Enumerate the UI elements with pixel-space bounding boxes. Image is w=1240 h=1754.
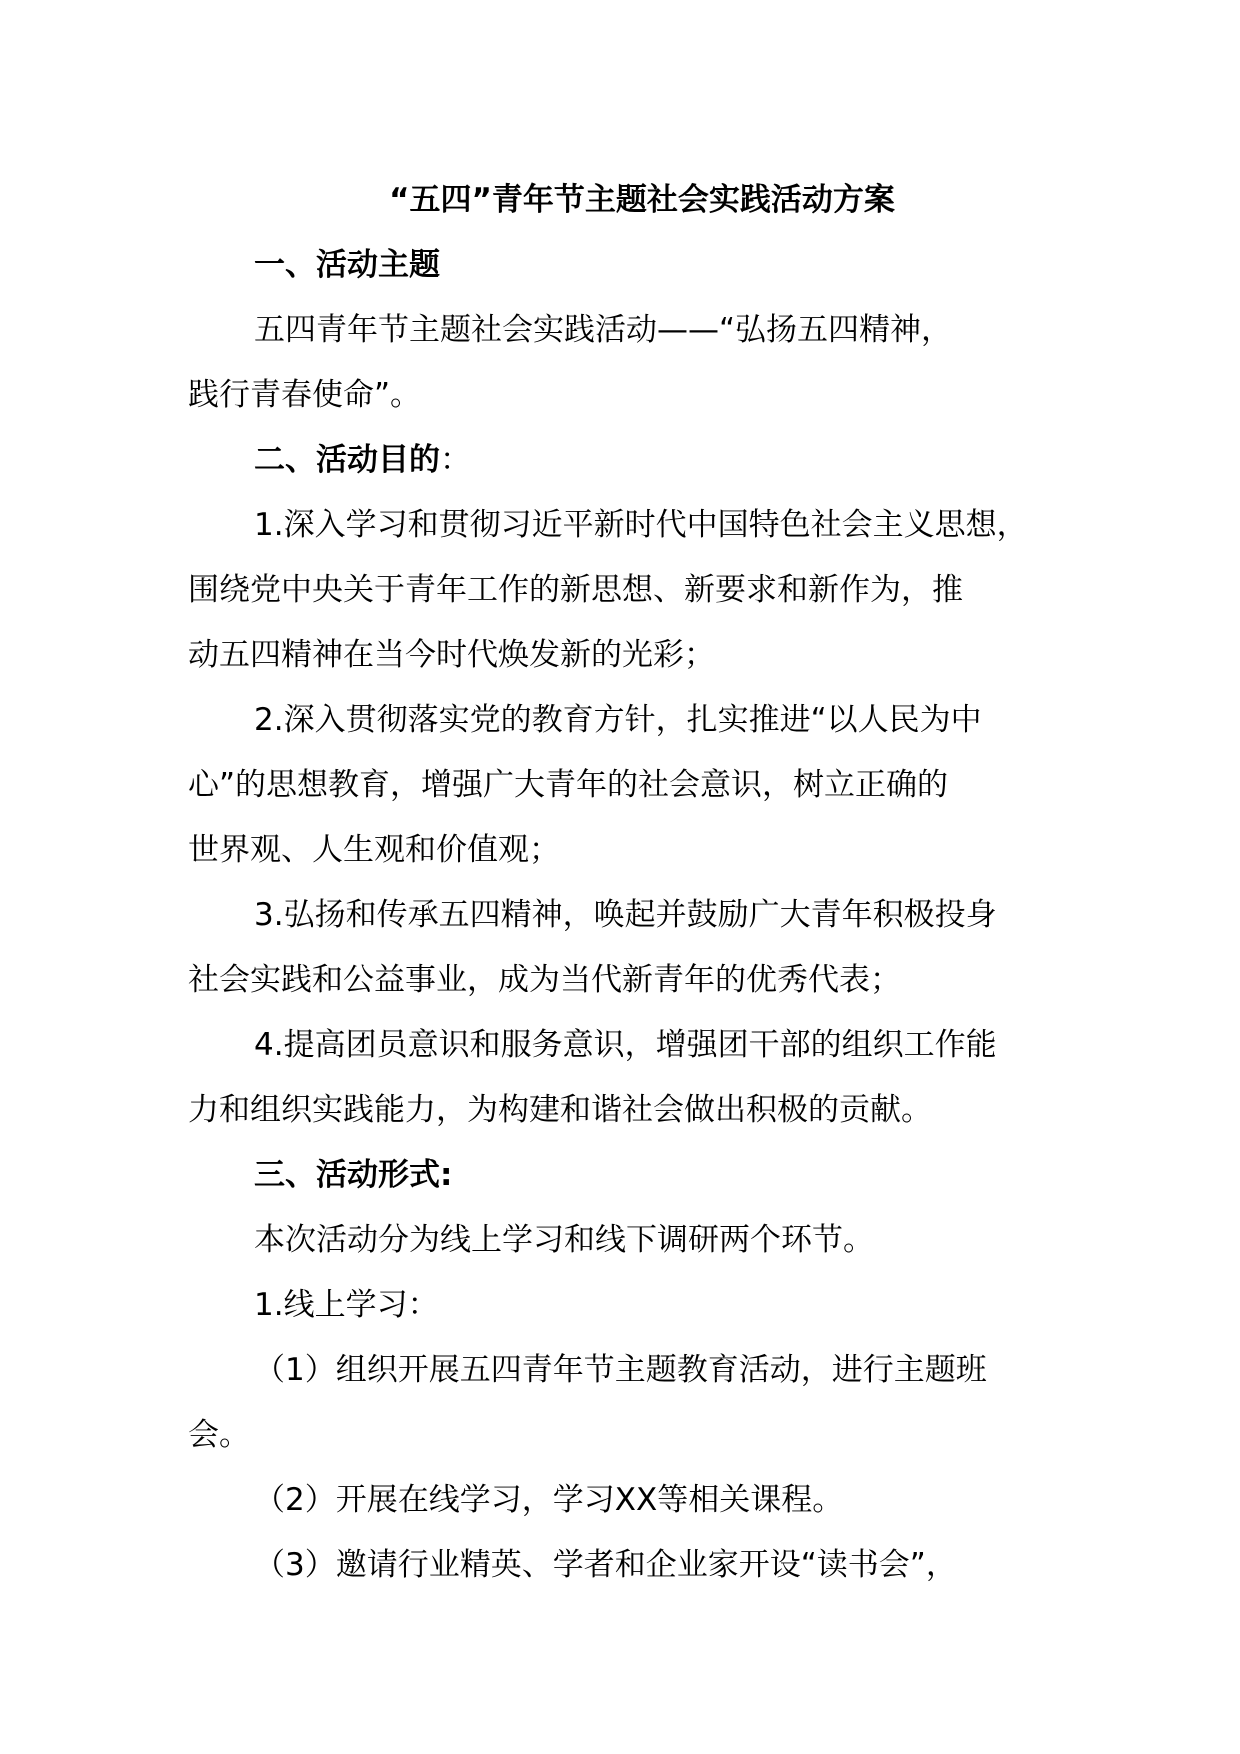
section-heading-theme: 一、活动主题: [254, 247, 440, 283]
text-line: 世界观、人生观和价值观；: [188, 832, 560, 868]
text-line: 2.深入贯彻落实党的教育方针，扎实推进“以人民为中: [254, 702, 982, 738]
text-line: （3）邀请行业精英、学者和企业家开设“读书会”，: [254, 1547, 957, 1583]
text-line: 本次活动分为线上学习和线下调研两个环节。: [254, 1222, 874, 1258]
text-line: （2）开展在线学习，学习XX等相关课程。: [254, 1482, 844, 1518]
text-line: 践行青春使命”。: [188, 377, 422, 413]
paragraph-purpose-4: [188, 1013, 1088, 1143]
text-line: 心”的思想教育，增强广大青年的社会意识，树立正确的: [188, 767, 949, 803]
text-line: 力和组织实践能力，为构建和谐社会做出积极的贡献。: [188, 1092, 932, 1128]
paragraph-online-item-1: [188, 1338, 1088, 1468]
text-line: 3.弘扬和传承五四精神，唤起并鼓励广大青年积极投身: [254, 897, 997, 933]
paragraph-online-learning: [188, 1273, 1088, 1338]
section-heading-format: 三、活动形式:: [254, 1157, 453, 1193]
text-line: 4.提高团员意识和服务意识，增强团干部的组织工作能: [254, 1027, 997, 1063]
paragraph-online-item-3: [188, 1533, 1088, 1598]
document-body: [188, 168, 1088, 1598]
text-line: 1.线上学习：: [254, 1287, 439, 1323]
section-heading-purpose-text: 二、活动目的: [254, 442, 440, 478]
text-line: 动五四精神在当今时代焕发新的光彩；: [188, 637, 715, 673]
paragraph-purpose-2: [188, 688, 1088, 883]
paragraph-purpose-3: [188, 883, 1088, 1013]
section-heading-purpose: [188, 428, 1088, 493]
paragraph-format-intro: [188, 1208, 1088, 1273]
text-line: 1.深入学习和贯彻习近平新时代中国特色社会主义思想，: [254, 507, 1028, 543]
document-title: “五四”青年节主题社会实践活动方案: [389, 182, 895, 218]
text-line: 五四青年节主题社会实践活动——“弘扬五四精神，: [254, 312, 953, 348]
paragraph-online-item-2: [188, 1468, 1088, 1533]
paragraph-theme: [188, 298, 1088, 428]
text-line: 围绕党中央关于青年工作的新思想、新要求和新作为，推: [188, 572, 963, 608]
text-line: 会。: [188, 1417, 250, 1453]
text-line: 社会实践和公益事业，成为当代新青年的优秀代表；: [188, 962, 901, 998]
text-line: （1）组织开展五四青年节主题教育活动，进行主题班: [254, 1352, 987, 1388]
section-heading-purpose-colon: ：: [440, 442, 471, 478]
paragraph-purpose-1: [188, 493, 1088, 688]
